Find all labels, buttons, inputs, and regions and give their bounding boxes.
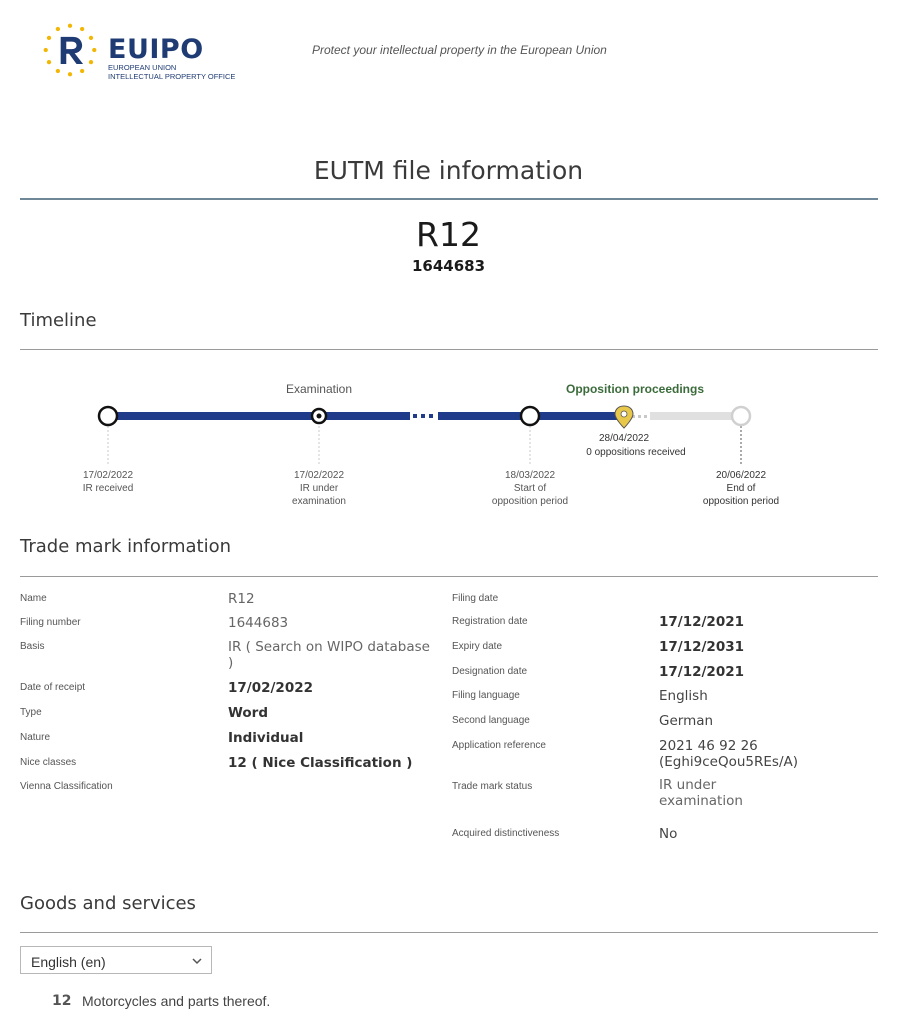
field-value: ) [228,655,234,671]
timeline-pending-segment [650,412,740,420]
field-label: Vienna Classification [20,781,113,792]
field-value: (Eghi9ceQou5REs/A) [659,754,799,770]
event-date: 17/02/2022 [82,470,134,481]
field-value: Individual [228,730,304,746]
timeline-node-ir-received [99,407,117,425]
timeline-node-opposition-end [732,407,750,425]
event-date: 28/04/2022 [598,433,650,444]
event-label: examination [292,496,346,507]
event-label: IR under [299,483,339,494]
field-value: 1644683 [228,615,289,631]
timeline-progress-segment [108,412,410,420]
event-label: opposition period [702,496,780,507]
field-value: IR under [659,777,717,793]
field-label: Filing number [20,617,81,628]
field-value: Word [228,705,269,721]
timeline-node-opposition-start [521,407,539,425]
field-label: Date of receipt [20,682,86,693]
field-label: Filing language [452,690,520,701]
logo-subtitle-line1: EUROPEAN UNION [108,63,177,72]
field-label: Nature [20,732,51,743]
goods-services-divider [20,932,878,933]
event-label: Start of [513,483,547,494]
language-select[interactable] [20,946,212,974]
timeline-chart [0,370,897,520]
timeline-pending-dot [638,415,641,418]
trademark-number: 1644683 [411,257,486,275]
logo-subtitle [108,63,235,81]
goods-class-number: 12 [52,993,72,1009]
language-select-value: English (en) [31,954,106,970]
field-value: German [659,713,714,729]
timeline-title: Timeline [20,310,97,331]
event-date: 20/06/2022 [715,470,767,481]
goods-class-text: Motorcycles and parts thereof. [82,993,271,1009]
timeline-pending-dot [644,415,647,418]
trademark-name: R12 [416,215,481,254]
phase-examination: Examination [285,382,353,396]
event-label: IR received [82,483,134,494]
field-label: Application reference [452,740,546,751]
field-value: 17/12/2021 [659,614,745,630]
field-value: 17/12/2031 [659,639,745,655]
field-label: Trade mark status [452,781,533,792]
field-label: Designation date [452,666,528,677]
timeline-ellipsis [413,414,417,418]
trade-mark-info-divider [20,576,878,577]
timeline-divider [20,349,878,350]
euipo-logo-icon [42,22,98,78]
field-label: Registration date [452,616,528,627]
page-title: EUTM file information [313,156,584,185]
event-label: End of [726,483,756,494]
field-label: Acquired distinctiveness [452,828,560,839]
event-date: 17/02/2022 [293,470,345,481]
field-label: Nice classes [20,757,77,768]
event-label: 0 oppositions received [586,447,686,458]
logo-wordmark: EUIPO [108,34,204,65]
basis-wipo-link[interactable]: IR ( Search on WIPO database [228,639,430,655]
trade-mark-info-title: Trade mark information [20,536,231,557]
field-label: Expiry date [452,641,503,652]
tagline: Protect your intellectual property in the European Union [312,43,607,57]
phase-opposition: Opposition proceedings [565,382,705,396]
field-value: examination [659,793,743,809]
field-value: 17/02/2022 [228,680,314,696]
timeline-ellipsis [429,414,433,418]
event-date: 18/03/2022 [504,470,556,481]
field-value: No [659,826,678,842]
field-label: Name [20,593,47,604]
field-label: Second language [452,715,530,726]
chevron-down-icon [191,955,203,967]
timeline-ellipsis [421,414,425,418]
title-divider [20,198,878,200]
field-value: English [659,688,708,704]
event-label: opposition period [491,496,569,507]
field-label: Filing date [452,593,499,604]
field-label: Type [20,707,42,718]
nice-classes-link[interactable]: 12 ( Nice Classification ) [228,755,413,771]
field-label: Basis [20,641,45,652]
field-value: R12 [228,591,255,607]
logo-subtitle-line2: INTELLECTUAL PROPERTY OFFICE [108,72,236,81]
goods-services-title: Goods and services [20,893,196,914]
field-value: 2021 46 92 26 [659,738,758,754]
field-value: 17/12/2021 [659,664,745,680]
